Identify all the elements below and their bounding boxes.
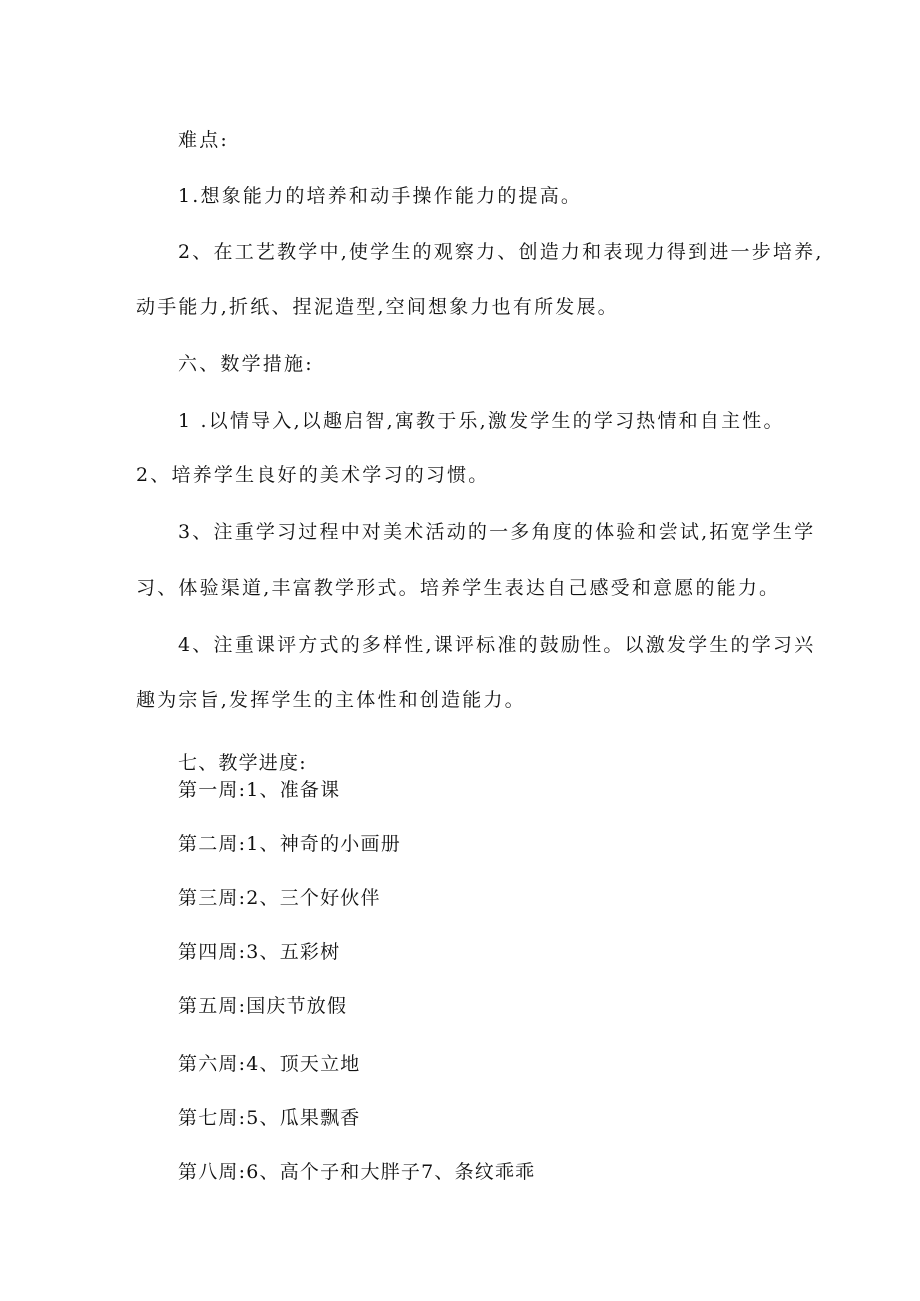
schedule-heading: 七、教学进度:	[178, 752, 307, 774]
measures-item-3: 3、注重学习过程中对美术活动的一多角度的体验和尝试,拓宽学生学	[178, 521, 816, 543]
measures-heading: 六、数学措施:	[178, 353, 314, 375]
schedule-week-5: 第五周:国庆节放假	[178, 995, 348, 1017]
schedule-week-4: 第四周:3、五彩树	[178, 941, 341, 963]
schedule-week-6: 第六周:4、顶天立地	[178, 1053, 361, 1075]
difficulty-heading: 难点:	[178, 129, 230, 151]
schedule-week-8: 第八周:6、高个子和大胖子7、条纹乖乖	[178, 1161, 536, 1183]
schedule-week-3: 第三周:2、三个好伙伴	[178, 887, 381, 909]
difficulty-item-2: 2、在工艺教学中,使学生的观察力、创造力和表现力得到进一步培养,	[178, 241, 824, 263]
difficulty-item-1: 1.想象能力的培养和动手操作能力的提高。	[178, 185, 583, 207]
measures-item-3-cont: 习、体验渠道,丰富教学形式。培养学生表达自己感受和意愿的能力。	[136, 577, 781, 599]
schedule-week-7: 第七周:5、瓜果飘香	[178, 1107, 361, 1129]
difficulty-item-2-cont: 动手能力,折纸、捏泥造型,空间想象力也有所发展。	[136, 296, 619, 318]
measures-item-2: 2、培养学生良好的美术学习的习惯。	[136, 464, 490, 486]
measures-item-4-cont: 趣为宗旨,发挥学生的主体性和创造能力。	[136, 689, 526, 711]
measures-item-1: 1 .以情导入,以趣启智,寓教于乐,激发学生的学习热情和自主性。	[178, 410, 785, 432]
measures-item-4: 4、注重课评方式的多样性,课评标准的鼓励性。以激发学生的学习兴	[178, 634, 816, 656]
schedule-week-2: 第二周:1、神奇的小画册	[178, 833, 401, 855]
schedule-week-1: 第一周:1、准备课	[178, 779, 341, 801]
